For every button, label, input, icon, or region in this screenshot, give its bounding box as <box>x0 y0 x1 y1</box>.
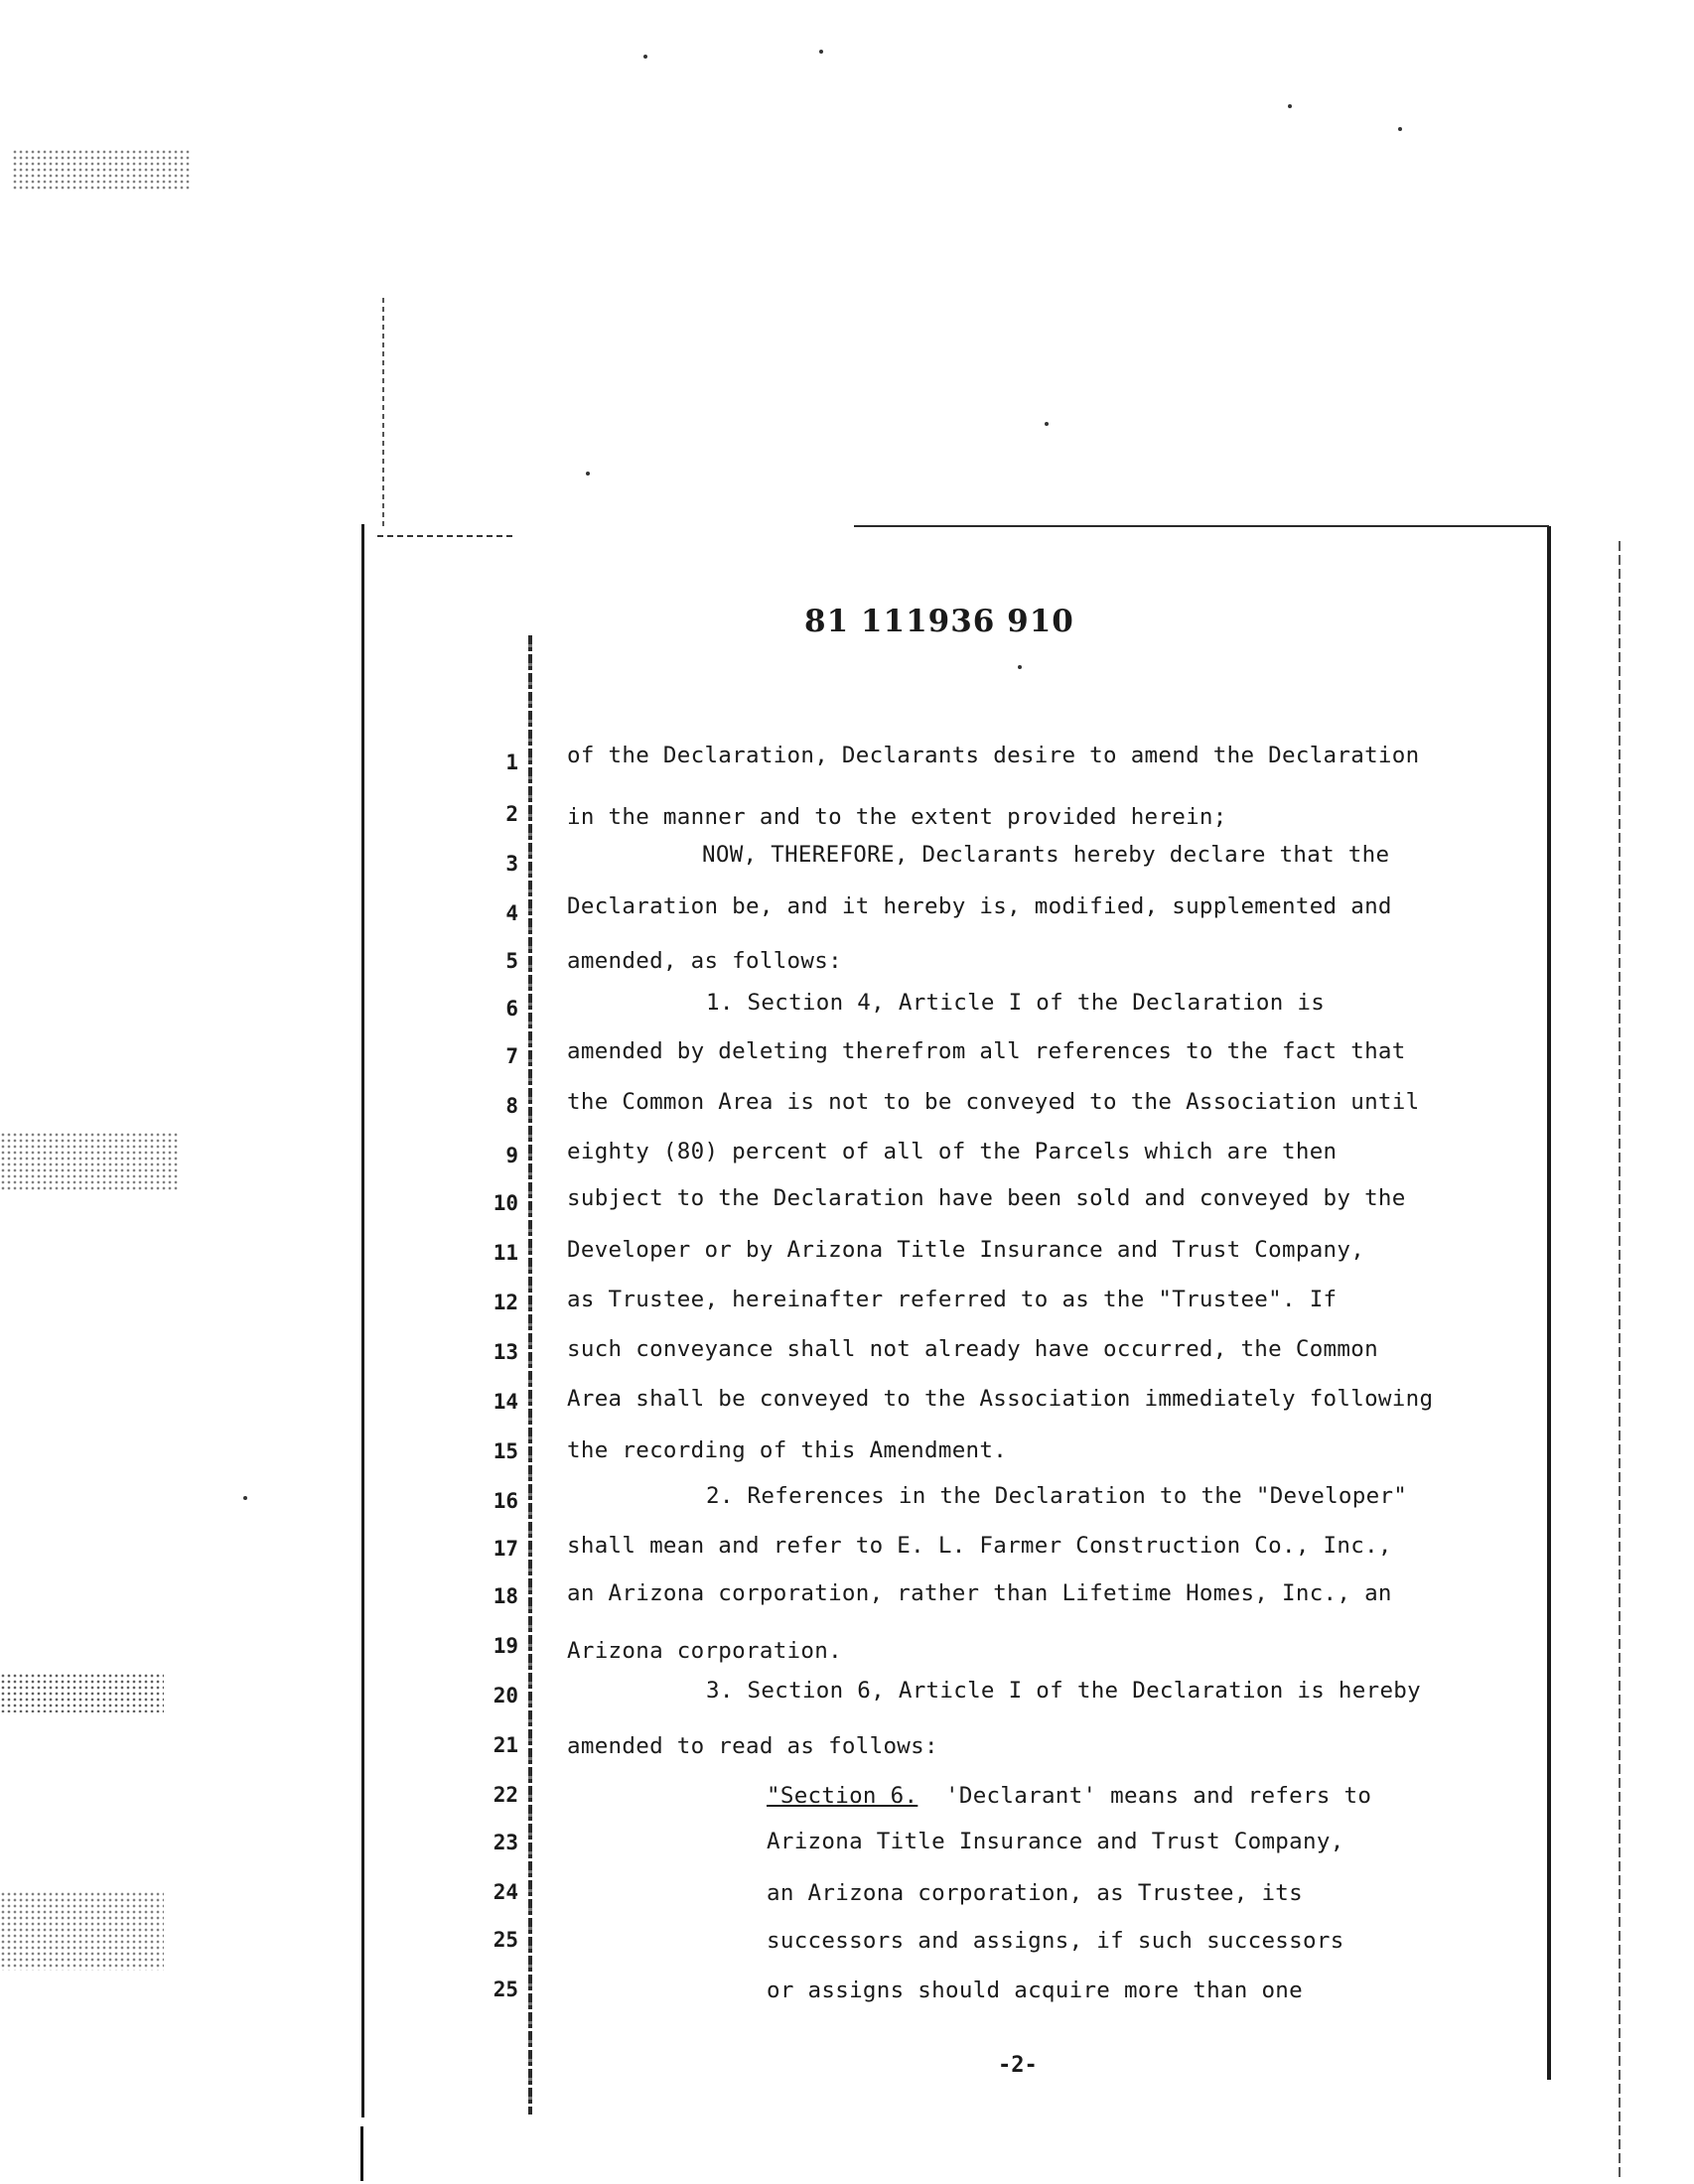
line-number: 3 <box>505 852 518 876</box>
scan-halftone-patch <box>0 1132 179 1191</box>
line-number: 10 <box>493 1191 518 1215</box>
body-line: 'Declarant' means and refers to <box>945 1783 1372 1809</box>
quoted-section-heading: "Section 6. <box>767 1783 918 1809</box>
line-number: 12 <box>493 1291 518 1314</box>
body-line: Arizona corporation. <box>567 1638 842 1664</box>
body-line: of the Declaration, Declarants desire to amend the Declaration <box>567 743 1420 768</box>
line-number: 11 <box>493 1241 518 1265</box>
body-line: 3. Section 6, Article I of the Declaration is hereby <box>706 1678 1421 1704</box>
scan-speck <box>586 472 590 476</box>
body-line: as Trustee, hereinafter referred to as the "Trustee". If <box>567 1287 1338 1312</box>
line-number: 8 <box>505 1094 518 1118</box>
body-line: shall mean and refer to E. L. Farmer Construction Co., Inc., <box>567 1533 1392 1559</box>
scan-speck <box>643 55 647 59</box>
body-line: NOW, THEREFORE, Declarants hereby declare that the <box>702 842 1390 868</box>
line-number: 20 <box>493 1684 518 1707</box>
body-line: the recording of this Amendment. <box>567 1437 1008 1463</box>
line-number: 18 <box>493 1584 518 1608</box>
line-number: 24 <box>493 1880 518 1904</box>
scan-halftone-patch <box>0 1891 164 1971</box>
body-line: in the manner and to the extent provided herein; <box>567 804 1227 830</box>
top-left-dash-rule <box>382 298 384 526</box>
body-line: amended, as follows: <box>567 948 842 974</box>
line-number: 19 <box>493 1634 518 1658</box>
body-line: 1. Section 4, Article I of the Declaration is <box>706 990 1326 1016</box>
line-number: 21 <box>493 1733 518 1757</box>
frame-top-rule <box>854 525 1549 527</box>
body-line: subject to the Declaration have been sold and conveyed by the <box>567 1185 1406 1211</box>
frame-left-rule <box>361 524 364 2117</box>
scan-speck <box>243 1496 247 1500</box>
line-number: 22 <box>493 1783 518 1807</box>
line-number: 16 <box>493 1489 518 1513</box>
line-number: 25 <box>493 1978 518 2001</box>
line-number: 2 <box>505 802 518 826</box>
line-number: 7 <box>505 1044 518 1068</box>
body-line: 2. References in the Declaration to the "Developer" <box>706 1483 1408 1509</box>
page-number: -2- <box>998 2053 1038 2078</box>
line-number: 13 <box>493 1340 518 1364</box>
line-number: 15 <box>493 1439 518 1463</box>
line-number: 23 <box>493 1831 518 1854</box>
line-number: 1 <box>505 751 518 774</box>
body-line: an Arizona corporation, as Trustee, its <box>767 1880 1303 1906</box>
scan-speck <box>1398 127 1402 131</box>
line-number: 25 <box>493 1928 518 1952</box>
scan-halftone-patch <box>0 1673 164 1712</box>
bottom-left-mark <box>360 2126 363 2181</box>
far-right-scan-rule <box>1619 541 1621 2179</box>
body-line: such conveyance shall not already have occurred, the Common <box>567 1336 1378 1362</box>
line-number-margin-rule <box>528 635 532 2115</box>
frame-right-rule <box>1547 526 1551 2080</box>
body-line: Declaration be, and it hereby is, modified, supplemented and <box>567 893 1392 919</box>
line-number: 4 <box>505 901 518 925</box>
document-number: 81 111936 910 <box>804 604 1074 639</box>
scan-speck <box>1288 104 1292 108</box>
body-line: amended to read as follows: <box>567 1733 938 1759</box>
frame-top-left-rule <box>377 535 516 537</box>
scan-speck <box>1018 665 1022 669</box>
body-line: or assigns should acquire more than one <box>767 1978 1303 2003</box>
quoted-section-line <box>767 1783 1371 1809</box>
line-number: 17 <box>493 1537 518 1561</box>
body-line: Developer or by Arizona Title Insurance and Trust Company, <box>567 1237 1365 1263</box>
body-line: eighty (80) percent of all of the Parcels which are then <box>567 1139 1338 1164</box>
scan-speck <box>1045 422 1049 426</box>
line-number: 6 <box>505 997 518 1021</box>
line-number: 5 <box>505 949 518 973</box>
scan-speck <box>819 50 823 54</box>
line-number: 14 <box>493 1390 518 1414</box>
scan-halftone-patch <box>12 149 191 191</box>
body-line: successors and assigns, if such successors <box>767 1928 1344 1954</box>
line-number: 9 <box>505 1144 518 1167</box>
body-line: Arizona Title Insurance and Trust Company, <box>767 1829 1344 1854</box>
body-line: the Common Area is not to be conveyed to the Association until <box>567 1089 1420 1115</box>
body-line: Area shall be conveyed to the Association immediately following <box>567 1386 1434 1412</box>
body-line: amended by deleting therefrom all references to the fact that <box>567 1038 1406 1064</box>
body-line: an Arizona corporation, rather than Lifetime Homes, Inc., an <box>567 1580 1392 1606</box>
